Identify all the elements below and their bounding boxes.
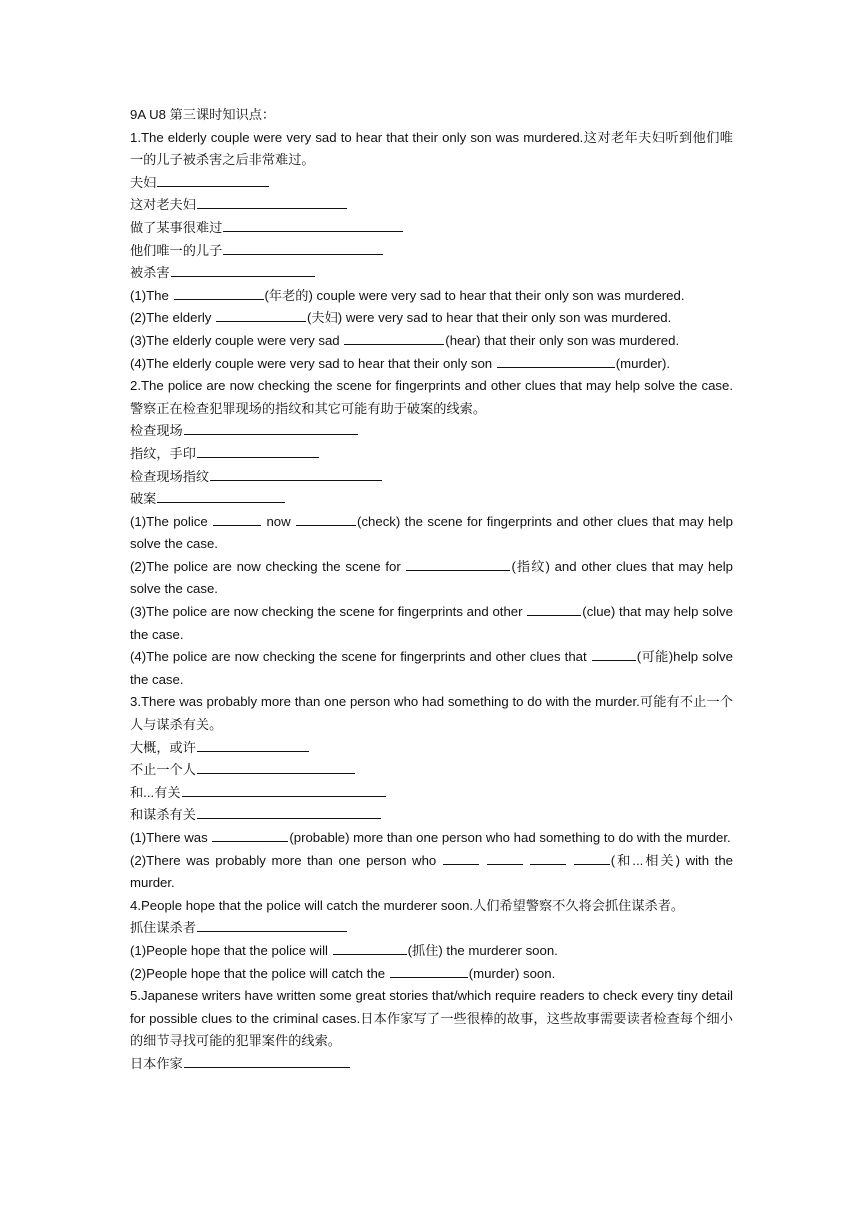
vocab-label: 大概，或许 — [130, 739, 196, 755]
answer-blank[interactable] — [443, 850, 479, 865]
vocab-line — [130, 917, 733, 940]
vocab-line — [130, 782, 733, 805]
answer-blank[interactable] — [592, 646, 636, 661]
sentence-4: 4.People hope that the police will catch the murderer soon.人们希望警察不久将会抓住谋杀者。 — [130, 897, 685, 913]
answer-blank[interactable] — [223, 240, 383, 255]
answer-blank[interactable] — [197, 804, 381, 819]
exercise-text: (夫妇) were very sad to hear that their only son was murdered. — [307, 310, 672, 326]
exercise-line — [130, 556, 733, 601]
vocab-label: 夫妇 — [130, 174, 157, 190]
vocab-line — [130, 804, 733, 827]
answer-blank[interactable] — [197, 759, 355, 774]
vocab-label: 日本作家 — [130, 1055, 183, 1071]
exercise-line — [130, 646, 733, 691]
answer-blank[interactable] — [212, 827, 288, 842]
answer-blank[interactable] — [574, 850, 610, 865]
exercise-text: (抓住) the murderer soon. — [407, 942, 558, 958]
vocab-label: 和...有关 — [130, 784, 181, 800]
exercise-text: (和...相关) with the murder. — [130, 852, 734, 891]
vocab-label: 被杀害 — [130, 265, 170, 281]
sentence-1: 1.The elderly couple were very sad to hear that their only son was murdered.这对老年夫妇听到他们唯一的儿子被杀害之后非常难过。 — [130, 129, 733, 168]
vocab-line — [130, 759, 733, 782]
exercise-text: (murder) soon. — [468, 965, 556, 981]
exercise-line — [130, 353, 733, 376]
exercise-line — [130, 511, 733, 556]
answer-blank[interactable] — [184, 1053, 350, 1068]
vocab-line — [130, 217, 733, 240]
vocab-label: 抓住谋杀者 — [130, 920, 196, 936]
exercise-line — [130, 940, 733, 963]
exercise-text: (1)The — [130, 287, 173, 303]
answer-blank[interactable] — [171, 262, 315, 277]
vocab-line — [130, 443, 733, 466]
exercise-text: (1)People hope that the police will — [130, 942, 332, 958]
vocab-label: 不止一个人 — [130, 762, 196, 778]
exercise-text: (murder). — [615, 355, 670, 371]
vocab-label: 这对老夫妇 — [130, 197, 196, 213]
vocab-label: 破案 — [130, 491, 157, 507]
exercise-text: (3)The elderly couple were very sad — [130, 332, 344, 348]
answer-blank[interactable] — [487, 850, 523, 865]
vocab-line — [130, 262, 733, 285]
answer-blank[interactable] — [184, 420, 358, 435]
vocab-label: 做了某事很难过 — [130, 219, 223, 235]
exercise-line — [130, 285, 733, 308]
answer-blank[interactable] — [197, 737, 309, 752]
exercise-line — [130, 307, 733, 330]
exercise-line — [130, 330, 733, 353]
answer-blank[interactable] — [223, 217, 403, 232]
answer-blank[interactable] — [497, 353, 615, 368]
exercise-text: (2)People hope that the police will catch the — [130, 965, 389, 981]
exercise-text: (3)The police are now checking the scene for fingerprints and other — [130, 604, 527, 620]
exercise-text: (可能)help solve the case. — [130, 649, 733, 687]
answer-blank[interactable] — [174, 285, 264, 300]
vocab-line — [130, 1053, 733, 1076]
exercise-line — [130, 601, 733, 646]
answer-blank[interactable] — [296, 511, 356, 526]
vocab-label: 他们唯一的儿子 — [130, 242, 223, 258]
exercise-text: (clue) that may help solve the case. — [130, 604, 733, 642]
answer-blank[interactable] — [197, 194, 347, 209]
vocab-line — [130, 420, 733, 443]
exercise-line — [130, 850, 733, 895]
answer-blank[interactable] — [390, 963, 468, 978]
exercise-text: (1)The police — [130, 513, 213, 529]
sentence-5: 5.Japanese writers have written some great stories that/which require readers to check every tiny detail for possible clues to the criminal cases.日本作家写了一些很棒的故事，这些故事需要读者检查每个细小的细节寻找可能的犯罪案件的线索。 — [130, 988, 733, 1049]
exercise-text: (年老的) couple were very sad to hear that their only son was murdered. — [264, 287, 685, 303]
exercise-text: (2)There was probably more than one person who — [130, 852, 442, 868]
vocab-line — [130, 466, 733, 489]
vocab-line — [130, 194, 733, 217]
exercise-text: (1)There was — [130, 830, 212, 845]
exercise-text: (4)The elderly couple were very sad to hear that their only son — [130, 355, 496, 371]
answer-blank[interactable] — [344, 330, 444, 345]
exercise-text: (hear) that their only son was murdered. — [445, 332, 680, 348]
worksheet-title: 9A U8 第三课时知识点： — [130, 107, 276, 122]
answer-blank[interactable] — [213, 511, 261, 526]
vocab-label: 检查现场 — [130, 423, 183, 439]
vocab-line — [130, 737, 733, 760]
exercise-text: (probable) more than one person who had something to do with the murder. — [289, 830, 731, 845]
exercise-text: (4)The police are now checking the scene for fingerprints and other clues that — [130, 649, 591, 665]
answer-blank[interactable] — [333, 940, 407, 955]
exercise-text: (2)The police are now checking the scene for — [130, 558, 406, 574]
vocab-line — [130, 172, 733, 195]
sentence-3: 3.There was probably more than one person who had something to do with the murder.可能有不止一个人与谋杀有关。 — [130, 694, 733, 733]
vocab-line — [130, 488, 733, 511]
answer-blank[interactable] — [530, 850, 566, 865]
answer-blank[interactable] — [197, 443, 319, 458]
exercise-text: now — [262, 513, 296, 529]
answer-blank[interactable] — [527, 601, 581, 616]
answer-blank[interactable] — [216, 307, 306, 322]
exercise-line — [130, 827, 733, 850]
worksheet — [130, 104, 733, 1076]
exercise-line — [130, 963, 733, 986]
exercise-text: (指纹) and other clues that may help solve the case. — [130, 558, 733, 597]
answer-blank[interactable] — [210, 466, 382, 481]
answer-blank[interactable] — [197, 917, 347, 932]
vocab-label: 检查现场指纹 — [130, 468, 210, 484]
answer-blank[interactable] — [157, 488, 285, 503]
vocab-label: 和谋杀有关 — [130, 807, 196, 823]
sentence-2: 2.The police are now checking the scene for fingerprints and other clues that may help solve the case.警察正在检查犯罪现场的指纹和其它可能有助于破案的线索。 — [130, 378, 733, 416]
vocab-line — [130, 240, 733, 263]
vocab-label: 指纹，手印 — [130, 445, 196, 461]
exercise-text: (check) the scene for fingerprints and other clues that may help solve the case. — [130, 513, 733, 552]
answer-blank[interactable] — [182, 782, 386, 797]
exercise-text: (2)The elderly — [130, 310, 216, 326]
answer-blank[interactable] — [406, 556, 510, 571]
answer-blank[interactable] — [157, 172, 269, 187]
